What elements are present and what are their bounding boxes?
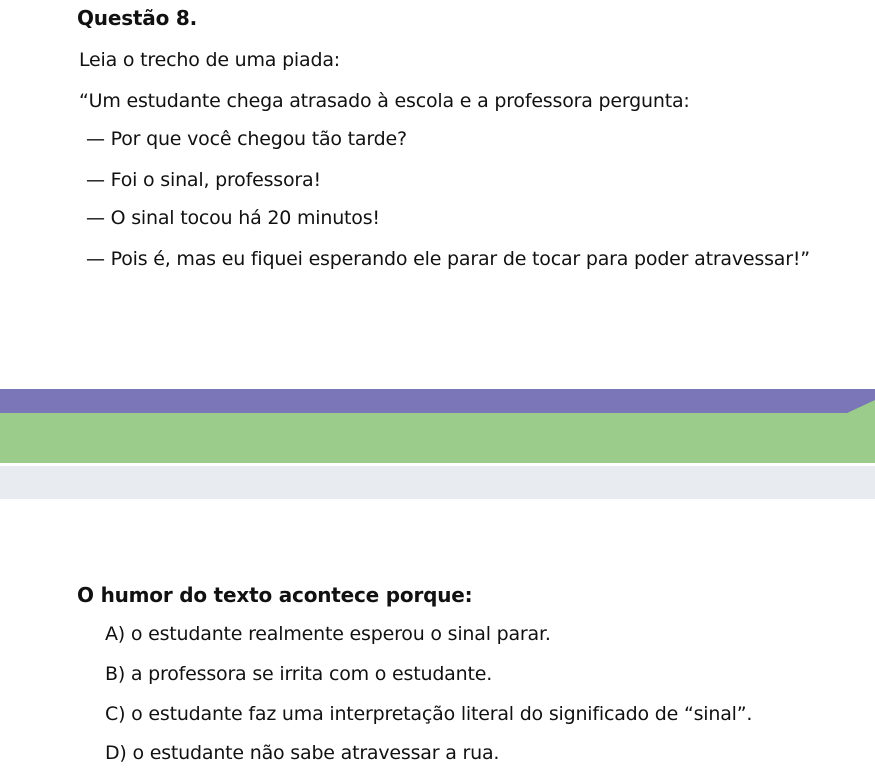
question-title: Questão 8. — [77, 6, 197, 30]
joke-line: — O sinal tocou há 20 minutos! — [86, 207, 380, 229]
joke-line: “Um estudante chega atrasado à escola e a professora pergunta: — [79, 90, 690, 112]
option-d[interactable]: D) o estudante não sabe atravessar a rua. — [105, 742, 500, 764]
intro-text: Leia o trecho de uma piada: — [79, 49, 340, 71]
joke-line: — Por que você chegou tão tarde? — [86, 128, 407, 150]
purple-divider-band — [0, 389, 875, 413]
joke-line: — Pois é, mas eu fiquei esperando ele parar de tocar para poder atravessar!” — [86, 248, 810, 270]
question-prompt: O humor do texto acontece porque: — [77, 583, 473, 607]
option-a[interactable]: A) o estudante realmente esperou o sinal parar. — [105, 623, 551, 645]
joke-line: — Foi o sinal, professora! — [86, 169, 321, 191]
green-band-corner — [845, 400, 875, 414]
green-divider-band — [0, 413, 875, 463]
option-c[interactable]: C) o estudante faz uma interpretação literal do significado de “sinal”. — [105, 703, 753, 725]
option-b[interactable]: B) a professora se irrita com o estudante. — [105, 663, 493, 685]
grey-divider-band — [0, 466, 875, 499]
